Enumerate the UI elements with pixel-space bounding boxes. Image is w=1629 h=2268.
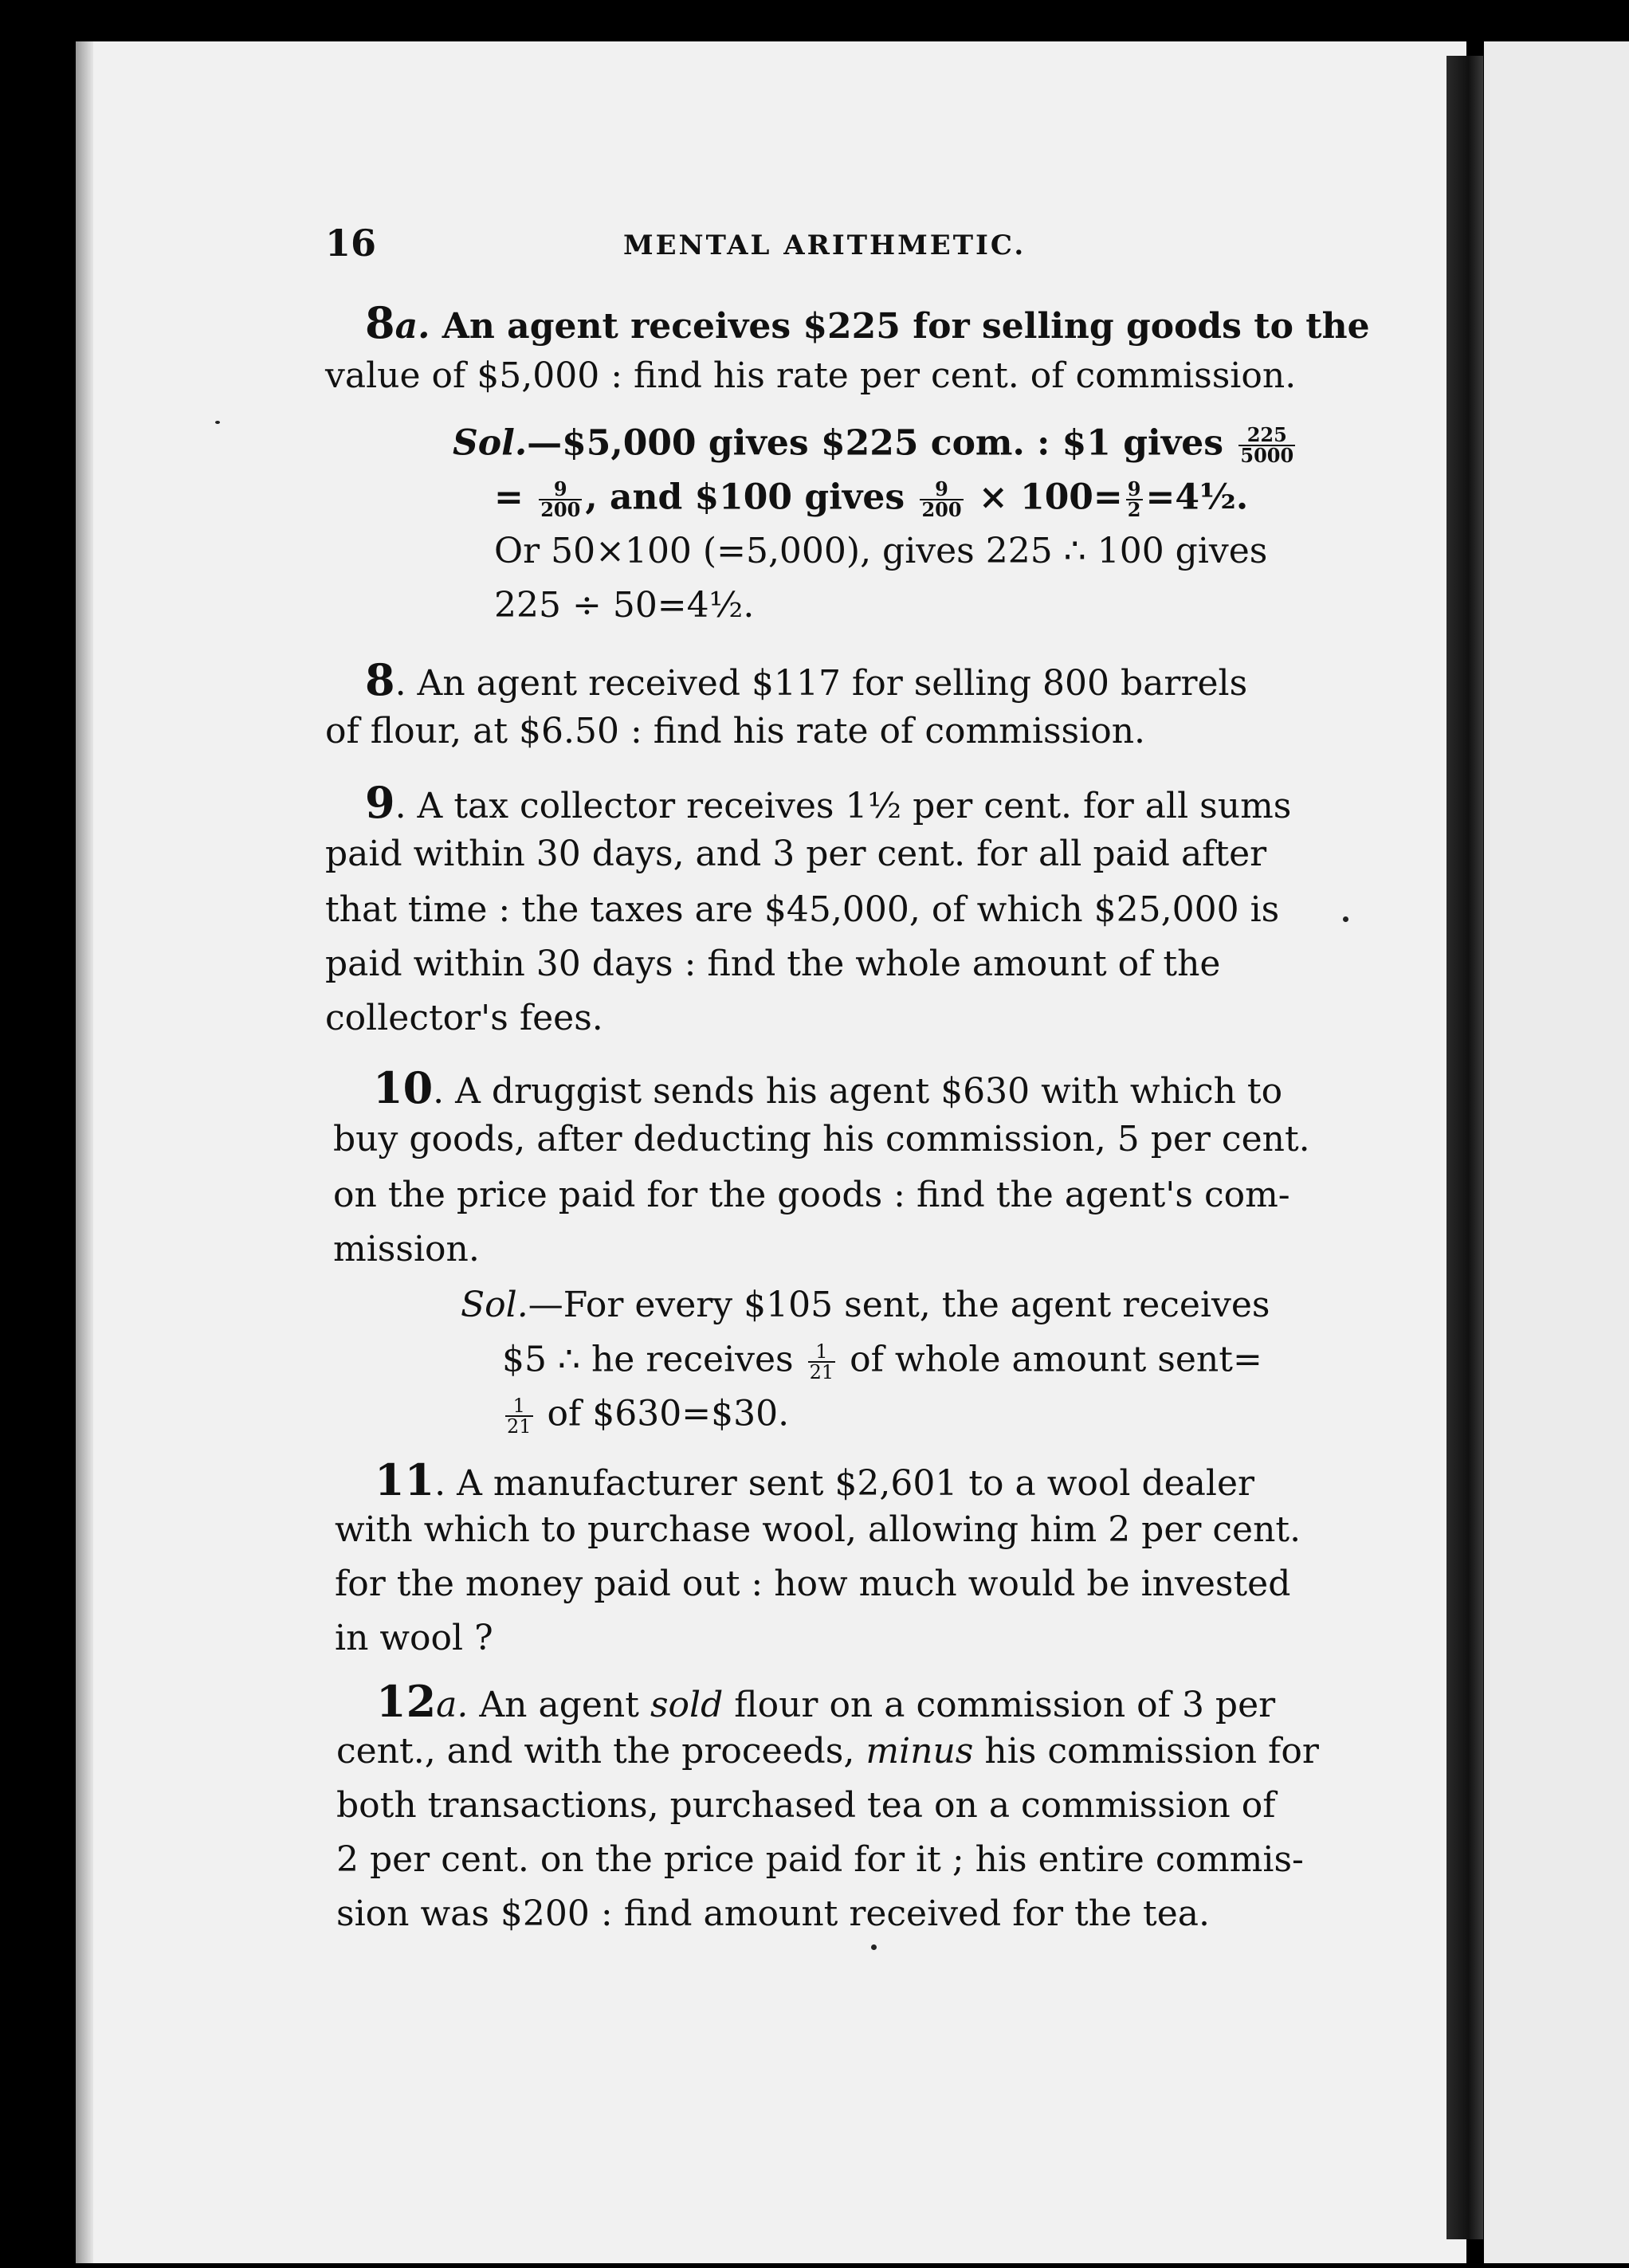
fraction-denominator: 200 <box>540 498 581 521</box>
problem-number: 8 <box>365 654 395 705</box>
scan-speck <box>871 1944 877 1950</box>
problem-number: 10 <box>373 1062 434 1113</box>
problem-emphasis: sold <box>650 1685 724 1725</box>
problem-9-line-5: collector's fees. <box>325 998 603 1038</box>
problem-9-line-3: that time : the taxes are $45,000, of which $25,000 is <box>325 889 1280 930</box>
problem-text: . A druggist sends his agent $630 with which to <box>433 1071 1283 1112</box>
fraction <box>505 1396 533 1436</box>
problem-12a-line-4: 2 per cent. on the price paid for it ; his entire commis- <box>336 1839 1304 1880</box>
fraction <box>1238 423 1295 467</box>
solution-text: × 100= <box>978 477 1123 518</box>
problem-11-line-3: for the money paid out : how much would be invested <box>335 1564 1291 1604</box>
problem-12a-line-3: both transactions, purchased tea on a commission of <box>336 1785 1276 1826</box>
scan-speck <box>215 421 220 424</box>
problem-10-line-2: buy goods, after deducting his commission, 5 per cent. <box>333 1119 1310 1160</box>
fraction <box>1126 477 1143 521</box>
problem-8-line-1 <box>365 654 1248 705</box>
problem-11-line-1 <box>375 1454 1255 1505</box>
solution-text: —$5,000 gives $225 com. : $1 gives <box>527 422 1224 464</box>
problem-12a-line-5: sion was $200 : find amount received for the tea. <box>336 1893 1210 1934</box>
facing-page <box>1484 41 1629 2263</box>
fraction-denominator: 21 <box>507 1415 532 1438</box>
problem-text: . An agent received $117 for selling 800 barrels <box>394 663 1248 704</box>
problem-suffix: a. <box>436 1685 469 1725</box>
problem-9-line-2: paid within 30 days, and 3 per cent. for all paid after <box>325 834 1267 874</box>
fraction-numerator: 1 <box>808 1342 836 1363</box>
problem-11-line-4: in wool ? <box>335 1618 493 1658</box>
problem-text: An agent <box>479 1685 639 1725</box>
problem-text: cent., and with the proceeds, <box>336 1731 855 1772</box>
scan-speck <box>1343 916 1348 922</box>
problem-text: . A tax collector receives 1½ per cent. for all sums <box>394 786 1292 826</box>
fraction-numerator: 9 <box>920 480 963 500</box>
problem-number: 8 <box>365 297 395 348</box>
problem-emphasis: minus <box>866 1731 974 1772</box>
solution-text: of whole amount sent= <box>850 1339 1262 1380</box>
solution-8a-line-2 <box>494 477 1249 521</box>
page-edge-shadow <box>76 41 93 2263</box>
problem-10-line-4: mission. <box>333 1229 480 1269</box>
problem-11-line-2: with which to purchase wool, allowing him 2 per cent. <box>335 1509 1301 1550</box>
problem-8-line-2: of flour, at $6.50 : find his rate of commission. <box>325 711 1146 751</box>
solution-10-line-3 <box>502 1393 790 1438</box>
solution-8a-line-3: Or 50×100 (=5,000), gives 225 ∴ 100 gives <box>494 531 1268 571</box>
problem-8a-line-1 <box>365 297 1370 348</box>
problem-9-line-4: paid within 30 days : find the whole amount of the <box>325 944 1221 984</box>
page-number: 16 <box>325 222 377 265</box>
fraction-numerator: 9 <box>1127 477 1141 500</box>
problem-10-line-1 <box>373 1062 1283 1113</box>
fraction <box>808 1342 836 1382</box>
fraction <box>920 477 963 521</box>
problem-suffix: a. <box>394 306 430 347</box>
fraction-denominator: 5000 <box>1240 444 1294 467</box>
problem-text: his commission for <box>984 1731 1319 1772</box>
solution-8a-line-1 <box>453 422 1298 467</box>
problem-number: 12 <box>376 1676 437 1727</box>
fraction-denominator: 200 <box>921 498 962 521</box>
running-head-title: MENTAL ARITHMETIC. <box>623 230 1026 261</box>
problem-text: An agent receives $225 for selling goods to the <box>442 306 1370 347</box>
solution-text: = <box>494 477 524 518</box>
fraction-numerator: 225 <box>1238 426 1295 446</box>
solution-text: —For every $105 sent, the agent receives <box>528 1285 1270 1325</box>
problem-text: flour on a commission of 3 per <box>734 1685 1276 1725</box>
problem-9-line-1 <box>365 777 1292 828</box>
solution-label: Sol. <box>453 422 528 464</box>
fraction <box>539 477 582 521</box>
solution-text: , and $100 gives <box>585 477 905 518</box>
problem-12a-line-1 <box>376 1676 1276 1727</box>
fraction-numerator: 1 <box>505 1396 533 1417</box>
problem-text: . A manufacturer sent $2,601 to a wool dealer <box>434 1463 1255 1504</box>
solution-10-line-2 <box>502 1339 1262 1383</box>
fraction-numerator: 9 <box>539 480 582 500</box>
problem-8a-line-2: value of $5,000 : find his rate per cent. of commission. <box>325 355 1297 396</box>
problem-12a-line-2 <box>336 1731 1319 1772</box>
fraction-denominator: 2 <box>1127 498 1141 521</box>
solution-10-line-1 <box>461 1285 1270 1325</box>
book-binding <box>1446 56 1483 2239</box>
problem-number: 9 <box>365 777 395 828</box>
solution-text: of $630=$30. <box>547 1393 790 1434</box>
solution-label: Sol. <box>461 1285 528 1325</box>
solution-8a-line-4: 225 ÷ 50=4½. <box>494 585 755 626</box>
fraction-denominator: 21 <box>809 1361 834 1383</box>
solution-text: $5 ∴ he receives <box>502 1339 794 1380</box>
problem-10-line-3: on the price paid for the goods : find the agent's com- <box>333 1175 1290 1215</box>
problem-number: 11 <box>375 1454 435 1505</box>
solution-text: =4½. <box>1145 477 1249 518</box>
